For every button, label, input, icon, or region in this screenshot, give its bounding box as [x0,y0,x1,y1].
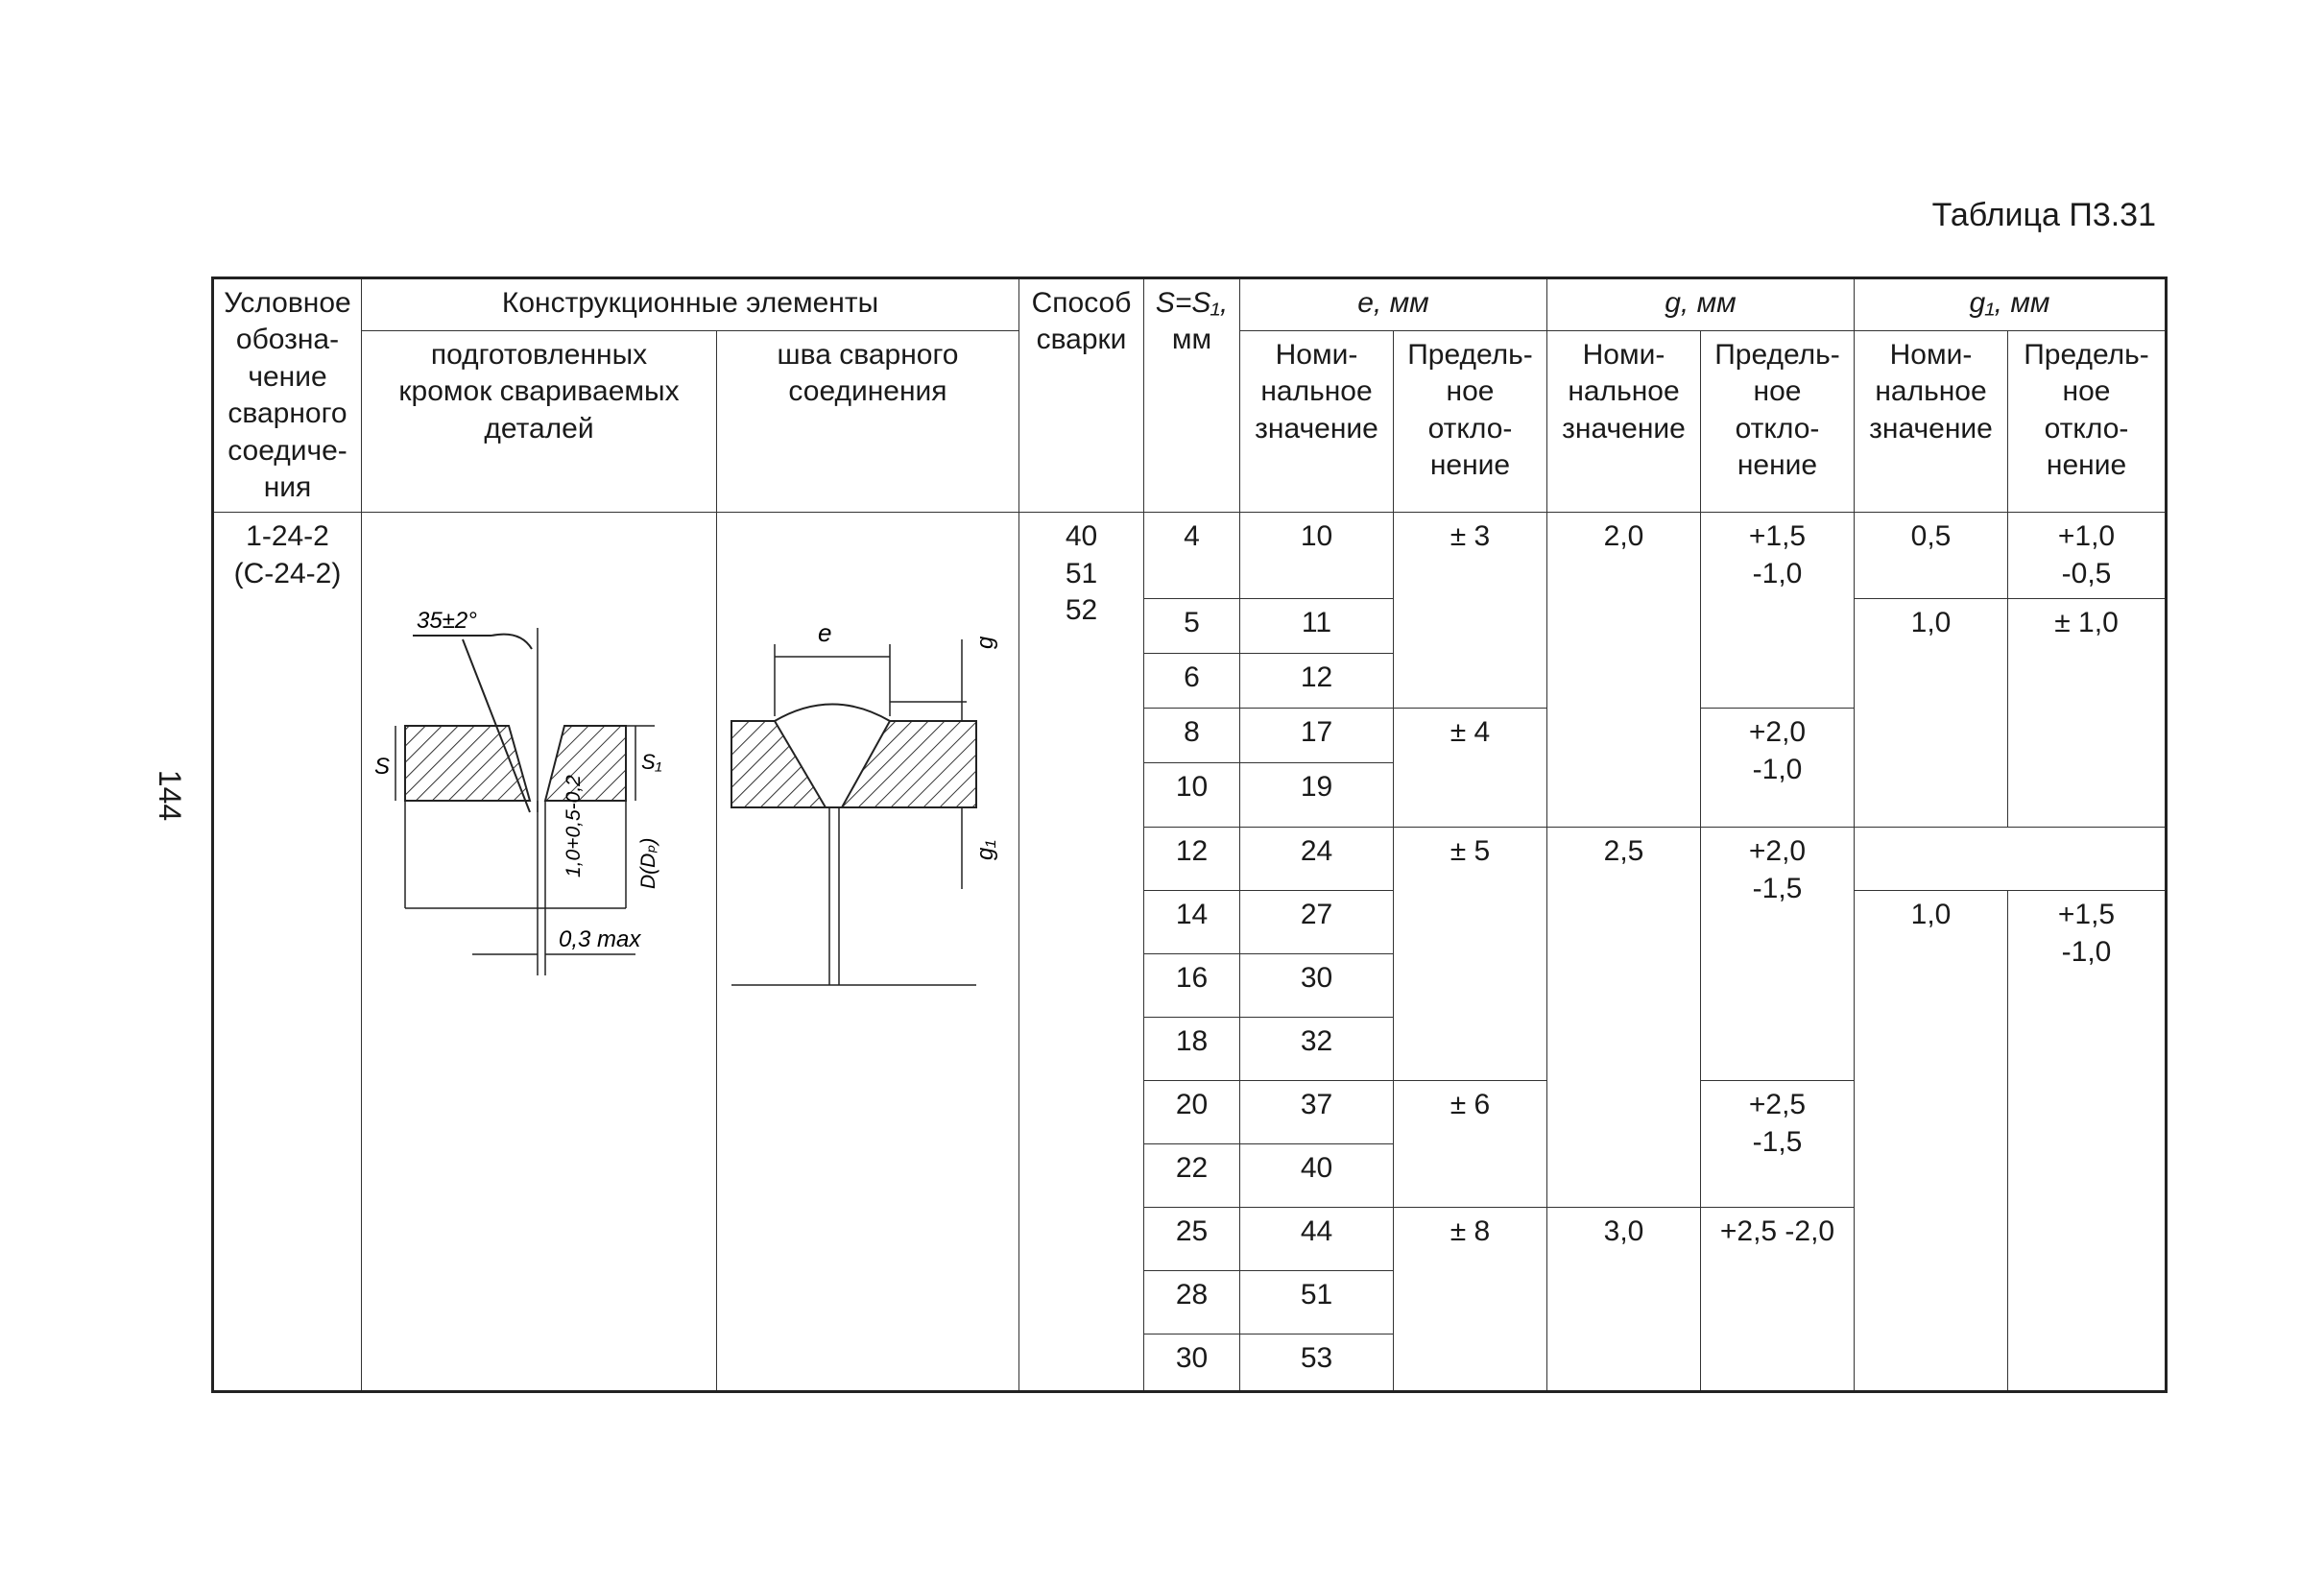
designation-cell: 1-24-2 (С-24-2) [213,513,362,1392]
header-g-deviation: Предель- ное откло- нение [1701,331,1855,513]
e-nominal: 19 [1240,763,1394,828]
e-nominal: 44 [1240,1208,1394,1271]
s-value: 30 [1144,1335,1240,1392]
s-value: 18 [1144,1018,1240,1081]
s-value: 5 [1144,599,1240,654]
header-prepared-edges: подготовленных кромок свариваемых деталей [362,331,717,513]
e-deviation: ± 6 [1394,1081,1547,1208]
e-nominal: 27 [1240,891,1394,954]
e-nominal: 10 [1240,513,1394,599]
method-cell: 40 51 52 [1019,513,1144,1392]
g-nominal: 3,0 [1547,1208,1701,1392]
header-e-nominal: Номи- нальное значение [1240,331,1394,513]
header-construct-elements: Конструкционные элементы [362,278,1019,331]
e-nominal: 53 [1240,1335,1394,1392]
e-nominal: 24 [1240,828,1394,891]
g1-deviation: +1,0 -0,5 [2008,513,2167,599]
g-deviation: +2,5 -1,5 [1701,1081,1855,1208]
edge-preparation-drawing [367,572,712,1014]
e-deviation: ± 3 [1394,513,1547,709]
g-deviation: +2,0 -1,5 [1701,828,1855,1081]
g1-deviation: ± 1,0 [2008,599,2167,828]
seam-drawing-cell [717,513,1019,1392]
header-method: Способ сварки [1019,278,1144,513]
s-value: 22 [1144,1144,1240,1208]
header-designation: Условное обозна- чение сварного соедиче- ния [213,278,362,513]
s-value: 20 [1144,1081,1240,1144]
angle-label: 35±2° [416,608,477,635]
g1-nominal: 1,0 [1855,599,2008,828]
header-g1: g₁, мм [1855,278,2167,331]
edge-drawing-cell [362,513,717,1392]
d-label: D(Dₚ) [636,838,659,890]
s-value: 12 [1144,828,1240,891]
header-g1-nominal: Номи- нальное значение [1855,331,2008,513]
s-value: 16 [1144,954,1240,1018]
e-deviation: ± 4 [1394,709,1547,828]
g1-label: g₁ [971,840,998,861]
g-deviation: +2,5 -2,0 [1701,1208,1855,1392]
e-nominal: 32 [1240,1018,1394,1081]
header-g: g, мм [1547,278,1855,331]
gap-label: 1,0+0,5-0,2 [562,775,585,878]
g-deviation: +1,5 -1,0 [1701,513,1855,709]
max-label: 0,3 max [558,926,640,953]
header-e: e, мм [1240,278,1547,331]
header-e-deviation: Предель- ное откло- нение [1394,331,1547,513]
table-label: Таблица П3.31 [1931,197,2156,233]
e-label: e [817,618,831,648]
s-label: S [373,754,390,781]
s-value: 14 [1144,891,1240,954]
g1-nominal: 0,5 [1855,513,2008,599]
e-deviation: ± 8 [1394,1208,1547,1392]
s-value: 28 [1144,1271,1240,1335]
s-value: 8 [1144,709,1240,763]
g-deviation: +2,0 -1,0 [1701,709,1855,828]
header-weld-seam: шва сварного соединения [717,331,1019,513]
welding-table [211,277,2168,1393]
header-thickness: S=S₁, мм [1144,278,1240,513]
e-nominal: 37 [1240,1081,1394,1144]
s-value: 6 [1144,654,1240,709]
e-deviation: ± 5 [1394,828,1547,1081]
g-nominal: 2,0 [1547,513,1701,828]
weld-seam-drawing [722,601,1015,1004]
s1-label: S₁ [640,750,662,775]
g1-deviation: +1,5 -1,0 [2008,891,2167,1392]
s-value: 25 [1144,1208,1240,1271]
g-nominal: 2,5 [1547,828,1701,1208]
e-nominal: 11 [1240,599,1394,654]
e-nominal: 30 [1240,954,1394,1018]
header-g1-deviation: Предель- ное откло- нение [2008,331,2167,513]
e-nominal: 40 [1240,1144,1394,1208]
e-nominal: 12 [1240,654,1394,709]
page-number: 144 [153,769,188,822]
s-value: 10 [1144,763,1240,828]
e-nominal: 51 [1240,1271,1394,1335]
g-label: g [971,636,998,650]
g1-nominal: 1,0 [1855,891,2008,1392]
s-value: 4 [1144,513,1240,599]
e-nominal: 17 [1240,709,1394,763]
header-g-nominal: Номи- нальное значение [1547,331,1701,513]
